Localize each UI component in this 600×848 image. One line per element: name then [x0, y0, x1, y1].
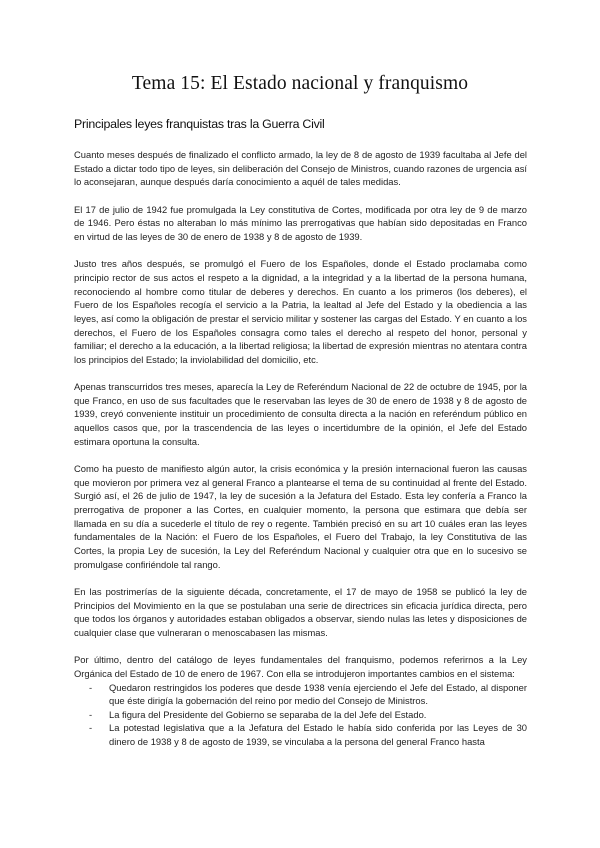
- list-item-text: La potestad legislativa que a la Jefatura del Estado le había sido conferida por las Leyes de 30 dinero de 1938 y 8 de agosto de 1939, se vinculaba a la persona del general Franco hasta: [109, 722, 527, 748]
- paragraph: En las postrimerías de la siguiente década, concretamente, el 17 de mayo de 1958 se publicó la ley de Principios del Movimiento en la que se postulaban una serie de directrices sin eficacia jurídica directa, pero que todos los órganos y autoridades estaban obligados a observar, siendo nulas las letes y disposiciones de cualquier clase que vulneraran o menoscabasen las mismas.: [74, 585, 527, 638]
- paragraph: Como ha puesto de manifiesto algún autor, la crisis económica y la presión internacional fueron las causas que movieron por primera vez al general Franco a plantearse el tema de su continuidad al frente del Estado. Surgió así, el 26 de julio de 1947, la ley de sucesión a la Jefatura del Estado. Esta ley confería a Franco la prerrogativa de proponer a las Cortes, en cualquier momento, la persona que estimara que debía ser llamada en su día a sucederle el título de rey o regente. También precisó en su art 10 cuáles eran las leyes fundamentales de la Nación: el Fuero de los Españoles, el Fuero del Trabajo, la ley Constitutiva de las Cortes, la propia Ley de sucesión, la Ley del Referéndum Nacional y cualquier otra que en lo sucesivo se promulgase confiriéndole tal rango.: [74, 463, 527, 570]
- paragraph: Justo tres años después, se promulgó el Fuero de los Españoles, donde el Estado proclamaba como principio rector de sus actos el respeto a la dignidad, a la integridad y a la libertad de la persona humana, reconociendo al hombre como titular de deberes y derechos. En cuanto a los primeros (los deberes), el Fuero de los Españoles recogía el servicio a la Patria, la lealtad al Jefe del Estado y la obediencia a las leyes, así como la obligación de prestar el servicio militar y sostener las cargas del Estado. Y en cuanto a los derechos, el Fuero de los Españoles consagra como tales el derecho al respeto del honor, personal y familiar; el derecho a la educación, a la libertad religiosa; la libertad de expresión mientras no atentara contra los principios del Estado; la inviolabilidad del domicilio, etc.: [74, 258, 527, 365]
- paragraph: Apenas transcurridos tres meses, aparecía la Ley de Referéndum Nacional de 22 de octubre de 1945, por la que Franco, en uso de sus facultades que le reservaban las leyes de 30 de enero de 1938 y 8 de agosto de 1939, creyó conveniente instituir un procedimiento de consulta directa a la nación en referéndum público en aquellos casos que, por la trascendencia de las leyes o incertidumbre de la opinión, el Jefe del Estado estimara oportuna la consulta.: [74, 381, 527, 447]
- section-subtitle: Principales leyes franquistas tras la Guerra Civil: [74, 117, 325, 131]
- list-item: [74, 681, 527, 708]
- list-item: [74, 708, 527, 722]
- list-item-text: La figura del Presidente del Gobierno se separaba de la del Jefe del Estado.: [109, 708, 427, 720]
- paragraph: Cuanto meses después de finalizado el conflicto armado, la ley de 8 de agosto de 1939 facultaba al Jefe del Estado a dictar todo tipo de leyes, sin deliberación del Consejo de Ministros, cuando razones de urgencia así lo aconsejaran, aunque después daría conocimiento a aquél de tales medidas.: [74, 149, 527, 188]
- paragraph: Por último, dentro del catálogo de leyes fundamentales del franquismo, podemos referirnos a la Ley Orgánica del Estado de 10 de enero de 1967. Con ella se introdujeron importantes cambios en el sistema:: [74, 654, 527, 679]
- paragraph: El 17 de julio de 1942 fue promulgada la Ley constitutiva de Cortes, modificada por otra ley de 9 de marzo de 1946. Pero éstas no alteraban lo más mínimo las prerrogativas que habían sido depositadas en Franco en virtud de las leyes de 30 de enero de 1938 y 8 de agosto de 1939.: [74, 203, 527, 242]
- list-bullet: -: [89, 681, 93, 693]
- list-bullet: -: [89, 708, 93, 720]
- document-body: [74, 148, 527, 749]
- list-bullet: -: [89, 722, 93, 734]
- page-title: Tema 15: El Estado nacional y franquismo: [131, 73, 469, 94]
- list-item: [74, 721, 527, 748]
- list-item-text: Quedaron restringidos los poderes que desde 1938 venía ejerciendo el Jefe del Estado, al disponer que éste dirigía la gobernación del reino por medio del Consejo de Ministros.: [109, 681, 527, 707]
- changes-list: [74, 681, 527, 749]
